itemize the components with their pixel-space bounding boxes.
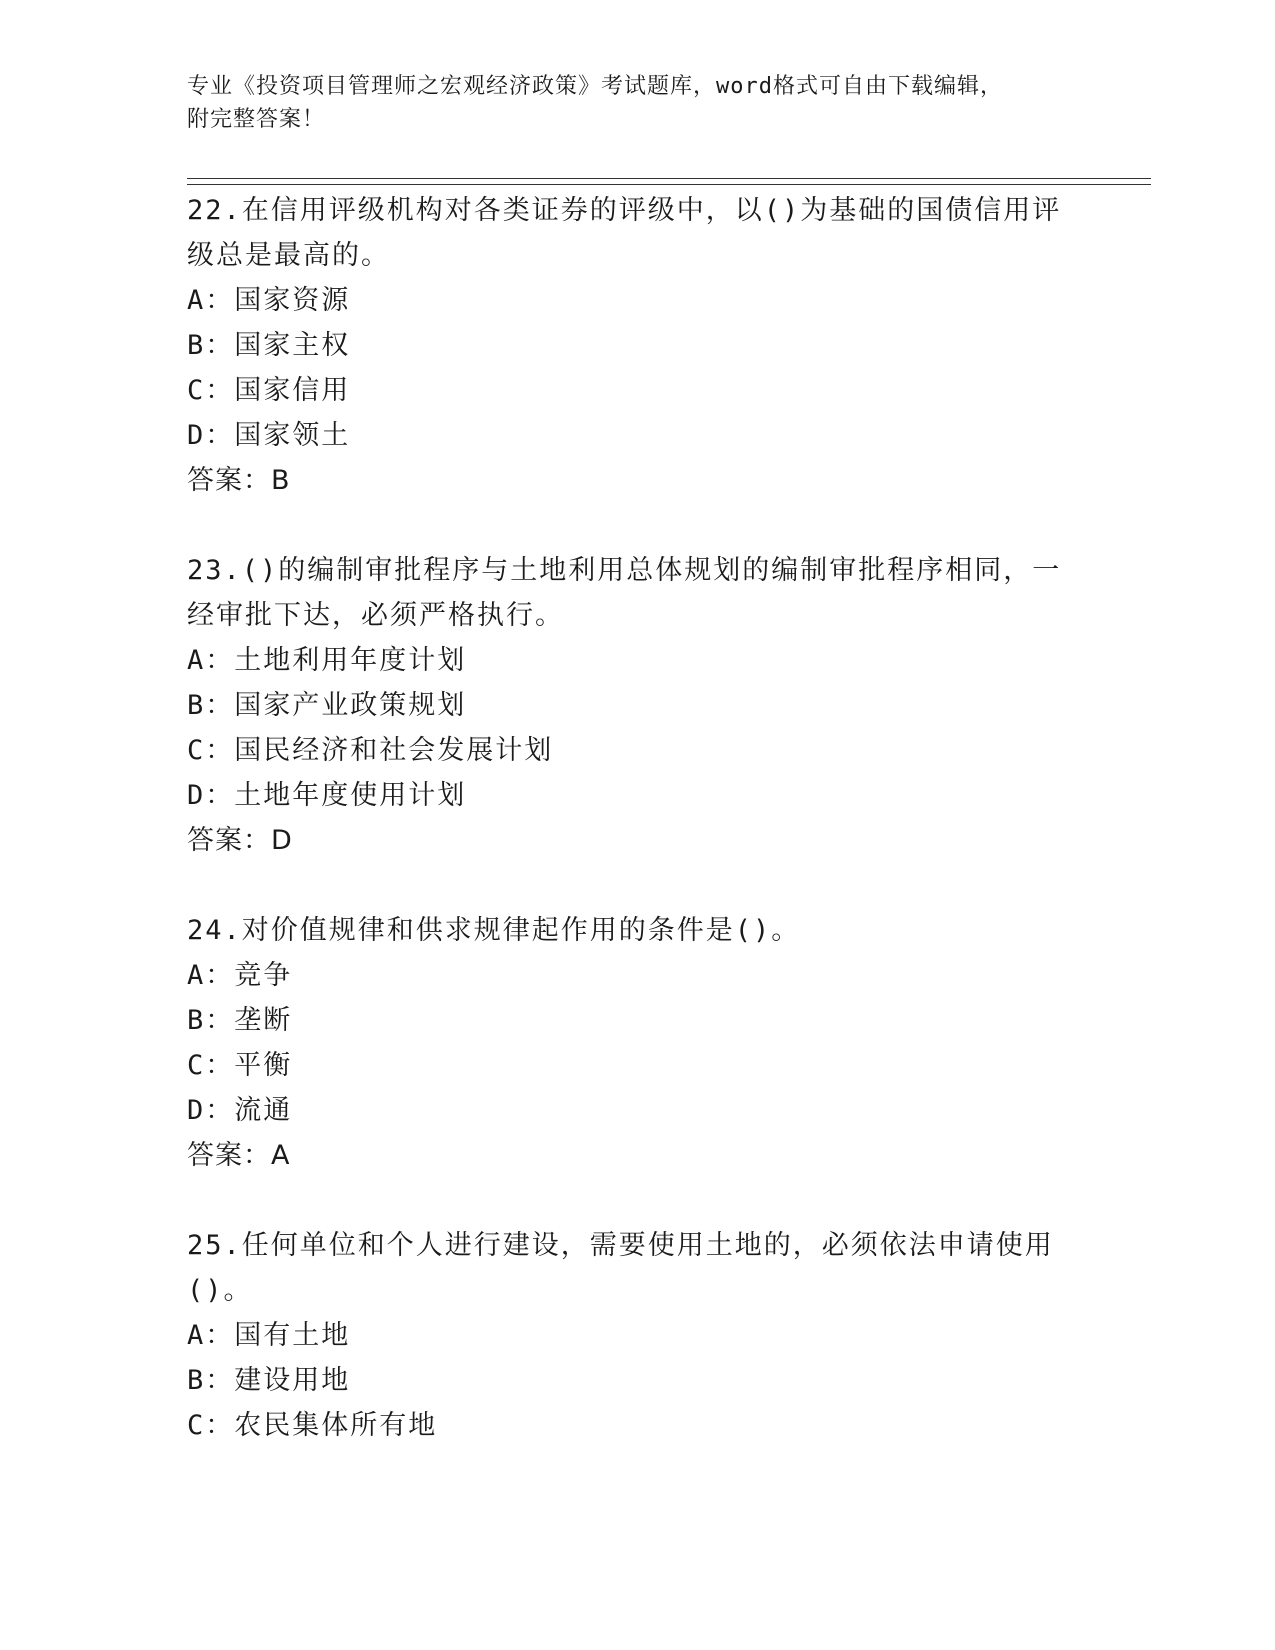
option-d: D：流通: [187, 1095, 293, 1126]
option-b: B：建设用地: [187, 1365, 351, 1396]
header-line-1: 专业《投资项目管理师之宏观经济政策》考试题库，word格式可自由下载编辑，: [187, 74, 1003, 99]
question-text: 23.()的编制审批程序与土地利用总体规划的编制审批程序相同，一经审批下达，必须严格执行。: [187, 555, 1062, 631]
option-d: D：土地年度使用计划: [187, 780, 467, 811]
question-23: [187, 548, 1087, 863]
option-c: C：平衡: [187, 1050, 293, 1081]
question-22: [187, 188, 1087, 503]
question-text: 22.在信用评级机构对各类证券的评级中，以()为基础的国债信用评级总是最高的。: [187, 195, 1062, 271]
question-25: [187, 1223, 1087, 1448]
option-a: A：土地利用年度计划: [187, 645, 467, 676]
option-b: B：垄断: [187, 1005, 293, 1036]
header-divider-top: [187, 178, 1151, 179]
option-a: A：国有土地: [187, 1320, 351, 1351]
question-text: 25.任何单位和个人进行建设，需要使用土地的，必须依法申请使用()。: [187, 1230, 1054, 1306]
header-divider-bottom: [187, 184, 1151, 185]
option-c: C：农民集体所有地: [187, 1410, 438, 1441]
option-a: A：竞争: [187, 960, 293, 991]
document-header: [187, 70, 1087, 136]
option-b: B：国家产业政策规划: [187, 690, 467, 721]
option-d: D：国家领土: [187, 420, 351, 451]
question-text: 24.对价值规律和供求规律起作用的条件是()。: [187, 915, 801, 946]
option-b: B：国家主权: [187, 330, 351, 361]
option-a: A：国家资源: [187, 285, 351, 316]
answer: 答案：A: [187, 1140, 291, 1171]
question-list: [187, 188, 1087, 1493]
option-c: C：国民经济和社会发展计划: [187, 735, 554, 766]
answer: 答案：B: [187, 465, 291, 496]
header-line-2: 附完整答案！: [187, 107, 326, 132]
question-24: [187, 908, 1087, 1178]
answer: 答案：D: [187, 825, 293, 856]
option-c: C：国家信用: [187, 375, 351, 406]
